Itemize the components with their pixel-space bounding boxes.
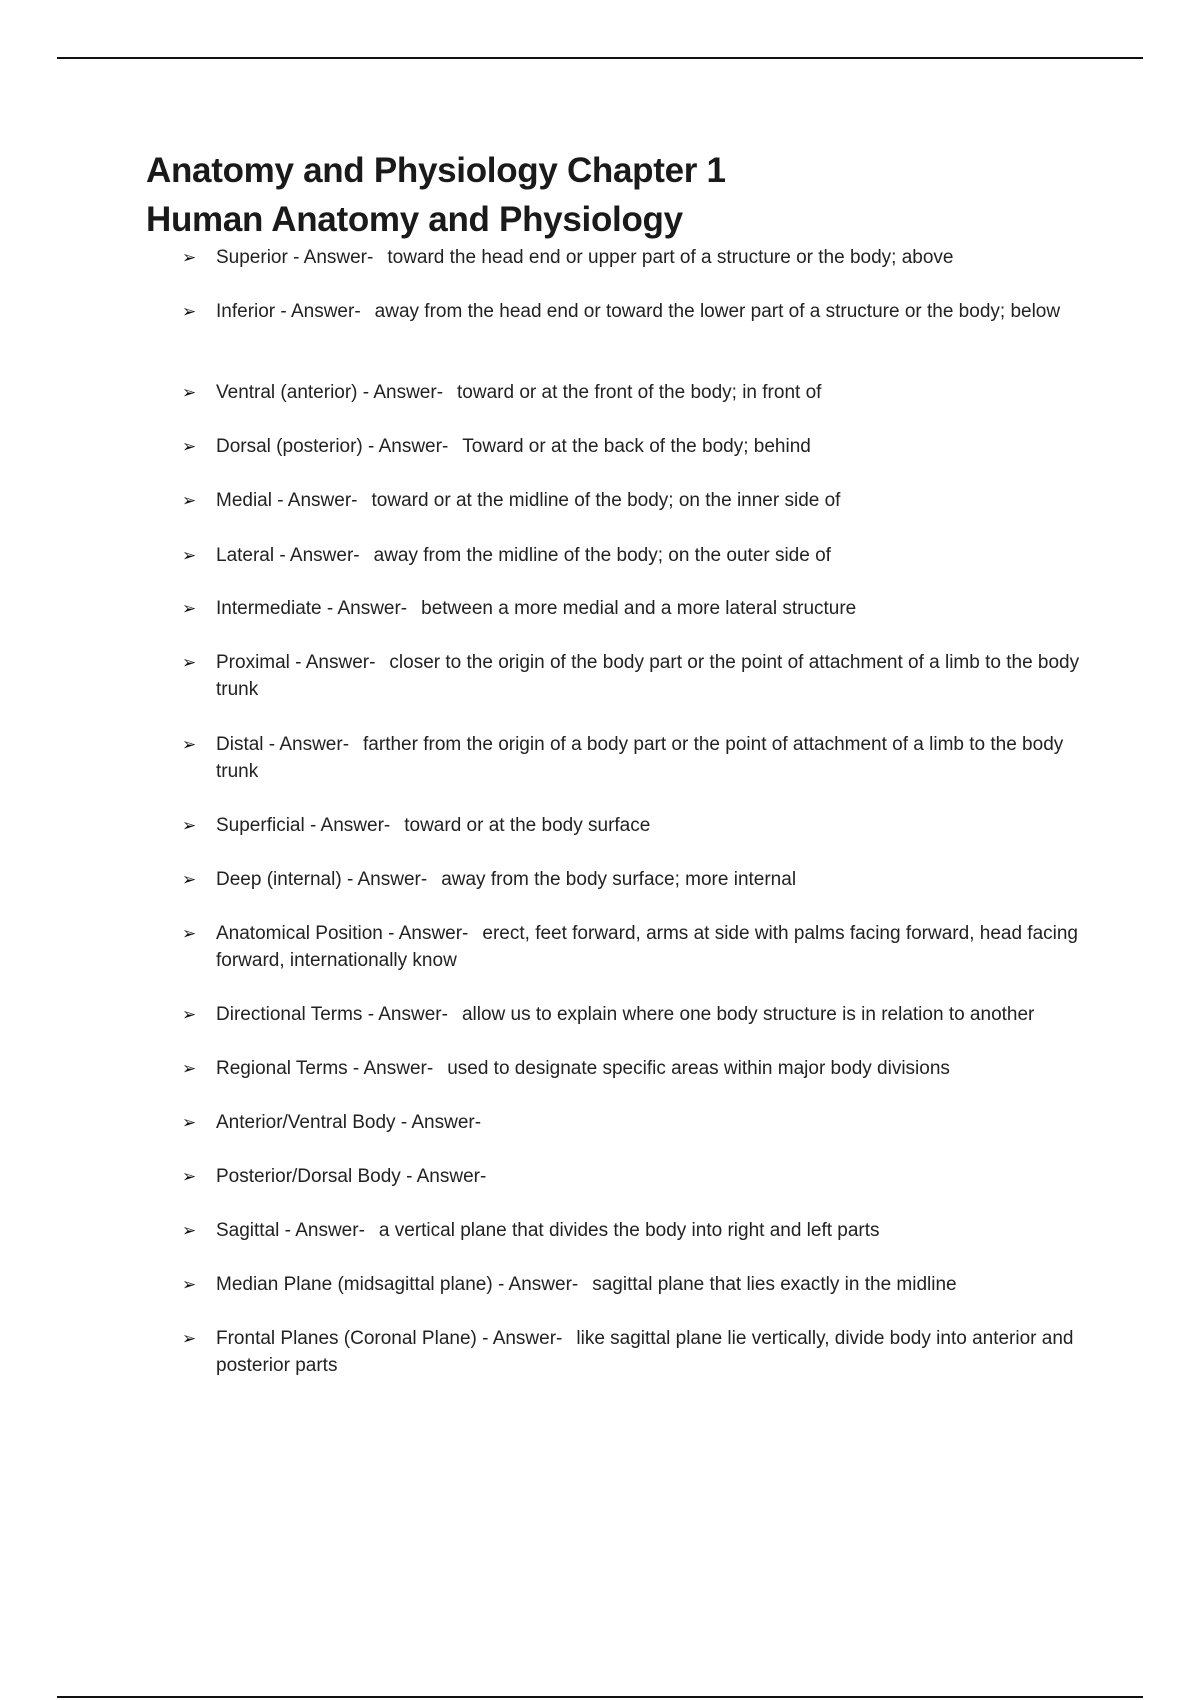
- term-item: [182, 433, 1086, 460]
- term-name: Directional Terms - Answer-: [216, 1004, 448, 1025]
- term-definition: used to designate specific areas within major body divisions: [447, 1058, 950, 1079]
- term-name: Deep (internal) - Answer-: [216, 869, 428, 890]
- term-item: [182, 487, 1086, 514]
- term-item: [182, 1325, 1086, 1379]
- footer-rule: [57, 1696, 1143, 1698]
- term-name: Inferior - Answer-: [216, 301, 361, 322]
- term-name: Frontal Planes (Coronal Plane) - Answer-: [216, 1328, 563, 1349]
- arrow-bullet-icon: ➢: [182, 599, 197, 618]
- arrow-bullet-icon: ➢: [182, 1059, 197, 1078]
- document-subtitle: Human Anatomy and Physiology: [146, 200, 683, 239]
- term-name: Medial - Answer-: [216, 490, 358, 511]
- term-definition: toward or at the body surface: [404, 815, 651, 836]
- term-definition: like sagittal plane lie vertically, divide body into anterior and posterior parts: [216, 1328, 1074, 1376]
- term-name: Anterior/Ventral Body - Answer-: [216, 1112, 482, 1133]
- term-name: Intermediate - Answer-: [216, 598, 408, 619]
- arrow-bullet-icon: ➢: [182, 924, 197, 943]
- term-name: Dorsal (posterior) - Answer-: [216, 436, 449, 457]
- arrow-bullet-icon: ➢: [182, 302, 197, 321]
- term-definition: sagittal plane that lies exactly in the midline: [592, 1274, 957, 1295]
- term-item: [182, 1163, 1086, 1190]
- arrow-bullet-icon: ➢: [182, 1113, 197, 1132]
- arrow-bullet-icon: ➢: [182, 546, 197, 565]
- term-definition: between a more medial and a more lateral structure: [421, 598, 857, 619]
- header-rule: [57, 57, 1143, 59]
- term-name: Sagittal - Answer-: [216, 1220, 365, 1241]
- arrow-bullet-icon: ➢: [182, 653, 197, 672]
- arrow-bullet-icon: ➢: [182, 248, 197, 267]
- term-item: [182, 812, 1086, 839]
- term-item: [182, 920, 1086, 974]
- arrow-bullet-icon: ➢: [182, 1005, 197, 1024]
- term-definition: erect, feet forward, arms at side with palms facing forward, head facing forward, internationally know: [216, 923, 1078, 971]
- term-item: [182, 731, 1086, 785]
- term-definition: Toward or at the back of the body; behind: [462, 436, 811, 457]
- term-item: [182, 1001, 1086, 1028]
- term-name: Superior - Answer-: [216, 247, 374, 268]
- arrow-bullet-icon: ➢: [182, 383, 197, 402]
- term-item: [182, 542, 1086, 569]
- arrow-bullet-icon: ➢: [182, 1221, 197, 1240]
- term-item: [182, 866, 1086, 893]
- term-definition: allow us to explain where one body structure is in relation to another: [461, 1004, 1035, 1025]
- term-definition: away from the midline of the body; on the outer side of: [373, 545, 831, 566]
- arrow-bullet-icon: ➢: [182, 1167, 197, 1186]
- term-definition: a vertical plane that divides the body into right and left parts: [378, 1220, 880, 1241]
- term-definition: toward the head end or upper part of a structure or the body; above: [387, 247, 954, 268]
- term-item: [182, 1055, 1086, 1082]
- term-name: Distal - Answer-: [216, 734, 350, 755]
- term-item: [182, 298, 1086, 325]
- term-definition: away from the body surface; more internal: [441, 869, 797, 890]
- term-definition: closer to the origin of the body part or the point of attachment of a limb to the body trunk: [216, 652, 1080, 700]
- term-item: [182, 649, 1086, 703]
- term-name: Superficial - Answer-: [216, 815, 391, 836]
- document-body: [146, 146, 1086, 1376]
- term-name: Anatomical Position - Answer-: [216, 923, 469, 944]
- arrow-bullet-icon: ➢: [182, 1275, 197, 1294]
- term-name: Ventral (anterior) - Answer-: [216, 382, 444, 403]
- term-name: Proximal - Answer-: [216, 652, 376, 673]
- term-definition: toward or at the midline of the body; on the inner side of: [371, 490, 841, 511]
- term-item: [182, 1271, 1086, 1298]
- term-name: Regional Terms - Answer-: [216, 1058, 434, 1079]
- arrow-bullet-icon: ➢: [182, 870, 197, 889]
- term-item: [182, 244, 1086, 271]
- arrow-bullet-icon: ➢: [182, 816, 197, 835]
- arrow-bullet-icon: ➢: [182, 437, 197, 456]
- arrow-bullet-icon: ➢: [182, 735, 197, 754]
- arrow-bullet-icon: ➢: [182, 1329, 197, 1348]
- term-item: [182, 1217, 1086, 1244]
- term-definition: farther from the origin of a body part or the point of attachment of a limb to the body trunk: [216, 734, 1064, 782]
- term-definition: toward or at the front of the body; in front of: [457, 382, 822, 403]
- term-item: [182, 595, 1086, 622]
- term-name: Lateral - Answer-: [216, 545, 360, 566]
- term-definition: away from the head end or toward the lower part of a structure or the body; below: [374, 301, 1061, 322]
- term-item: [182, 1109, 1086, 1136]
- arrow-bullet-icon: ➢: [182, 491, 197, 510]
- term-item: [182, 379, 1086, 406]
- document-title: Anatomy and Physiology Chapter 1: [146, 151, 726, 190]
- term-name: Median Plane (midsagittal plane) - Answer-: [216, 1274, 579, 1295]
- term-name: Posterior/Dorsal Body - Answer-: [216, 1166, 487, 1187]
